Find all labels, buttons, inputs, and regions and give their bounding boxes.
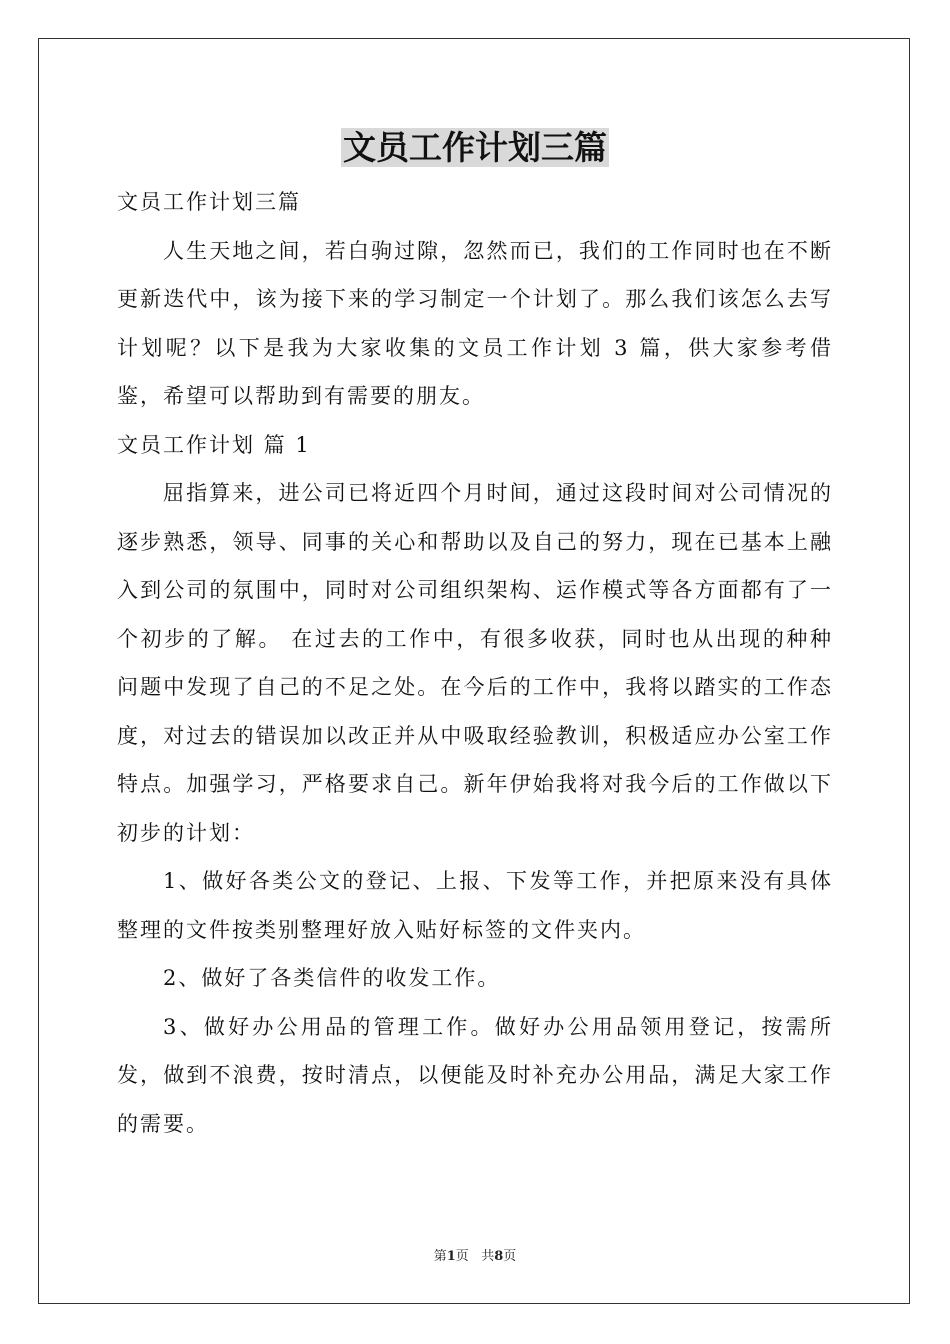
document-title-text: 文员工作计划三篇	[343, 128, 607, 167]
page-number-total: 8	[494, 1249, 504, 1264]
section-heading: 文员工作计划 篇 1	[117, 432, 311, 457]
list-item-2: 2、做好了各类信件的收发工作。	[163, 966, 501, 990]
document-body	[117, 178, 833, 1148]
list-item-3: 3、做好办公用品的管理工作。做好办公用品领用登记，按需所发，做到不浪费，按时清点，以便能及时补充办公用品，满足大家工作的需要。	[117, 1014, 833, 1136]
paragraph-subtitle: 文员工作计划三篇	[117, 190, 301, 214]
page-footer	[0, 1248, 950, 1266]
paragraph-intro: 人生天地之间，若白驹过隙，忽然而已，我们的工作同时也在不断更新迭代中，该为接下来的学习制定一个计划了。那么我们该怎么去写计划呢？以下是我为大家收集的文员工作计划 3 篇，供大家参考借鉴，希望可以帮助到有需要的朋友。	[117, 238, 833, 408]
total-prefix: 共	[481, 1249, 495, 1264]
list-item-1: 1、做好各类公文的登记、上报、下发等工作，并把原来没有具体整理的文件按类别整理好放入贴好标签的文件夹内。	[117, 869, 833, 942]
page-number-current: 1	[446, 1249, 456, 1264]
page-prefix: 第	[433, 1249, 447, 1264]
document-title	[0, 126, 950, 170]
page-suffix: 页	[455, 1249, 469, 1264]
total-suffix: 页	[503, 1249, 517, 1264]
paragraph-body: 屈指算来，进公司已将近四个月时间，通过这段时间对公司情况的逐步熟悉，领导、同事的关心和帮助以及自己的努力，现在已基本上融入到公司的氛围中，同时对公司组织架构、运作模式等各方面都有了一个初步的了解。 在过去的工作中，有很多收获，同时也从出现的种种问题中发现了自己的不足之处。在今后的工作中，我将以踏实的工作态度，对过去的错误加以改正并从中吸取经验教训，积极适应办公室工作特点。加强学习，严格要求自己。新年伊始我将对我今后的工作做以下初步的计划：	[117, 481, 833, 845]
